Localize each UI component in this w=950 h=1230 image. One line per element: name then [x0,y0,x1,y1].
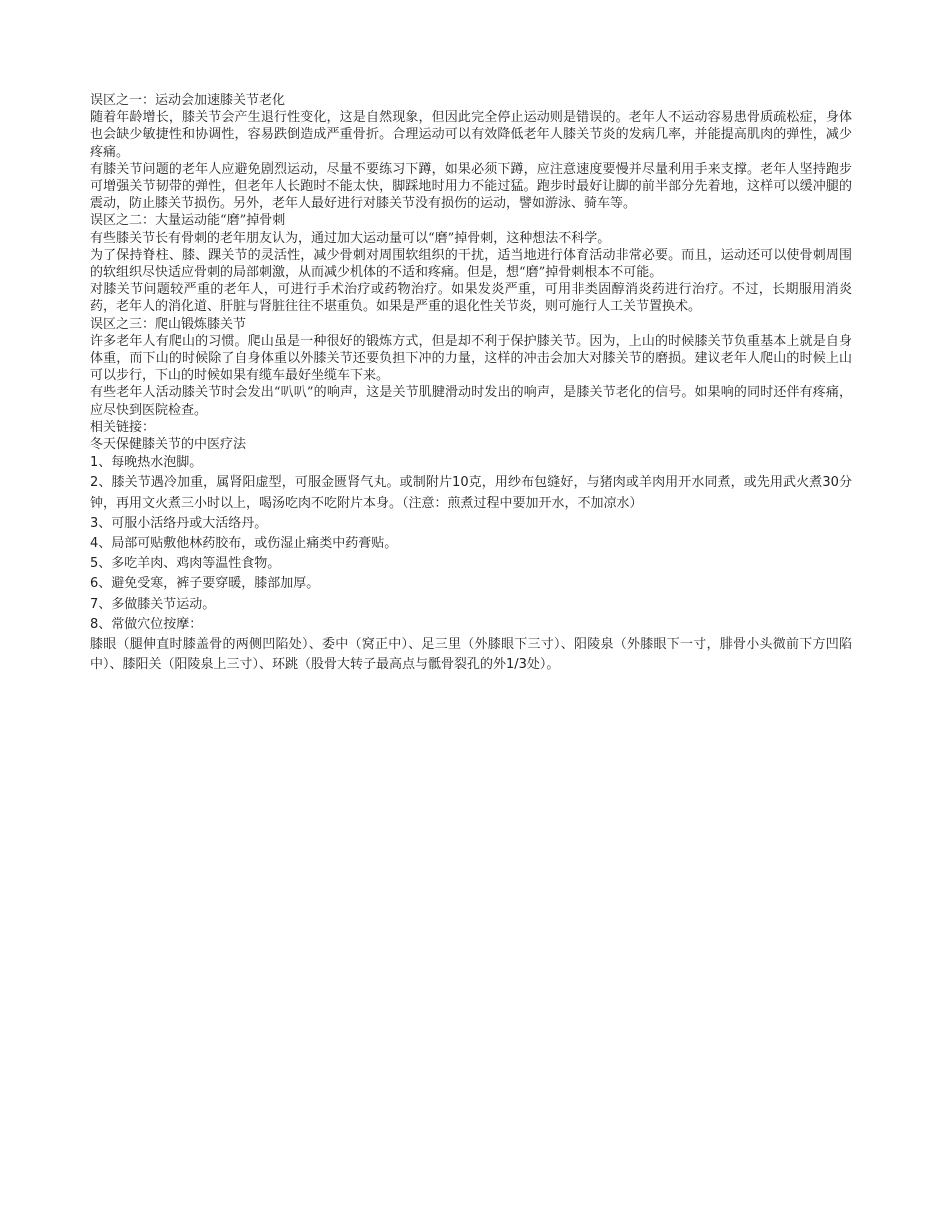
paragraph: 有些膝关节长有骨刺的老年朋友认为，通过加大运动量可以“磨”掉骨刺，这种想法不科学。 [90,230,611,246]
list-item: 7、多做膝关节运动。 [90,596,216,612]
paragraph: 随着年龄增长，膝关节会产生退行性变化，这是自然现象，但因此完全停止运动则是错误的。老年人不运动容易患骨质疏松症，身体也会缺少敏捷性和协调性，容易跌倒造成严重骨折。合理运动可以有效降低老年人膝关节炎的发病几率，并能提高肌肉的弹性，减少疼痛。 [90,110,852,160]
paragraph: 许多老年人有爬山的习惯。爬山虽是一种很好的锻炼方式，但是却不利于保护膝关节。因为，上山的时候膝关节负重基本上就是自身体重，而下山的时候除了自身体重以外膝关节还要负担下冲的力量，这样的冲击会加大对膝关节的磨损。建议老年人爬山的时候上山可以步行，下山的时候如果有缆车最好坐缆车下来。 [90,333,852,384]
list-item: 膝眼（腿伸直时膝盖骨的两侧凹陷处）、委中（窝正中）、足三里（外膝眼下三寸）、阳陵泉（外膝眼下一寸，腓骨小头微前下方凹陷中）、膝阳关（阳陵泉上三寸）、环跳（股骨大转子最高点与骶骨裂孔的外1/3处）。 [90,637,852,673]
list-item: 1、每晚热水泡脚。 [90,455,203,471]
paragraph: 对膝关节问题较严重的老年人，可进行手术治疗或药物治疗。如果发炎严重，可用非类固醇消炎药进行治疗。不过，长期服用消炎药，老年人的消化道、肝脏与肾脏往往不堪重负。如果是严重的退化性关节炎，则可施行人工关节置换术。 [90,282,852,315]
section-heading-3: 误区之三：爬山锻炼膝关节 [90,316,247,332]
section-heading-2: 误区之二：大量运动能“磨”掉骨刺 [90,213,286,229]
list-item: 8、常做穴位按摩： [90,616,203,632]
remedies-list [90,453,852,675]
paragraph: 有膝关节问题的老年人应避免剧烈运动，尽量不要练习下蹲，如果必须下蹲，应注意速度要慢并尽量利用手来支撑。老年人坚持跑步可增强关节韧带的弹性，但老年人长跑时不能太快，脚踩地时用力不能过猛。跑步时最好让脚的前半部分先着地，这样可以缓冲腿的震动，防止膝关节损伤。另外，老年人最好进行对膝关节没有损伤的运动，譬如游泳、骑车等。 [90,161,852,212]
list-item: 3、可服小活络丹或大活络丹。 [90,515,268,531]
remedies-title: 冬天保健膝关节的中医疗法 [90,437,247,453]
list-item: 4、局部可贴敷他林药胶布，或伤湿止痛类中药膏贴。 [90,536,398,552]
list-item: 5、多吃羊肉、鸡肉等温性食物。 [90,556,281,572]
paragraph: 为了保持脊柱、膝、踝关节的灵活性，减少骨刺对周围软组织的干扰，适当地进行体育活动非常必要。而且，运动还可以使骨刺周围的软组织尽快适应骨刺的局部刺激，从而减少机体的不适和疼痛。但是，想“磨”掉骨刺根本不可能。 [90,247,852,281]
section-heading-1: 误区之一：运动会加速膝关节老化 [90,93,286,108]
paragraph: 有些老年人活动膝关节时会发出“叭叭”的响声，这是关节肌腱滑动时发出的响声，是膝关节老化的信号。如果响的同时还伴有疼痛，应尽快到医院检查。 [90,385,852,418]
article-section-serif [90,92,852,453]
list-item: 2、膝关节遇冷加重，属肾阳虚型，可服金匮肾气丸。或制附片10克，用纱布包缝好，与猪肉或羊肉用开水同煮，或先用武火煮30分钟，再用文火煮三小时以上，喝汤吃肉不吃附片本身。（注意：煎煮过程中要加开水，不加凉水） [90,475,852,511]
list-item: 6、避免受寒，裤子要穿暖，膝部加厚。 [90,576,320,592]
related-links-label: 相关链接： [90,419,156,435]
document-body [90,92,852,676]
